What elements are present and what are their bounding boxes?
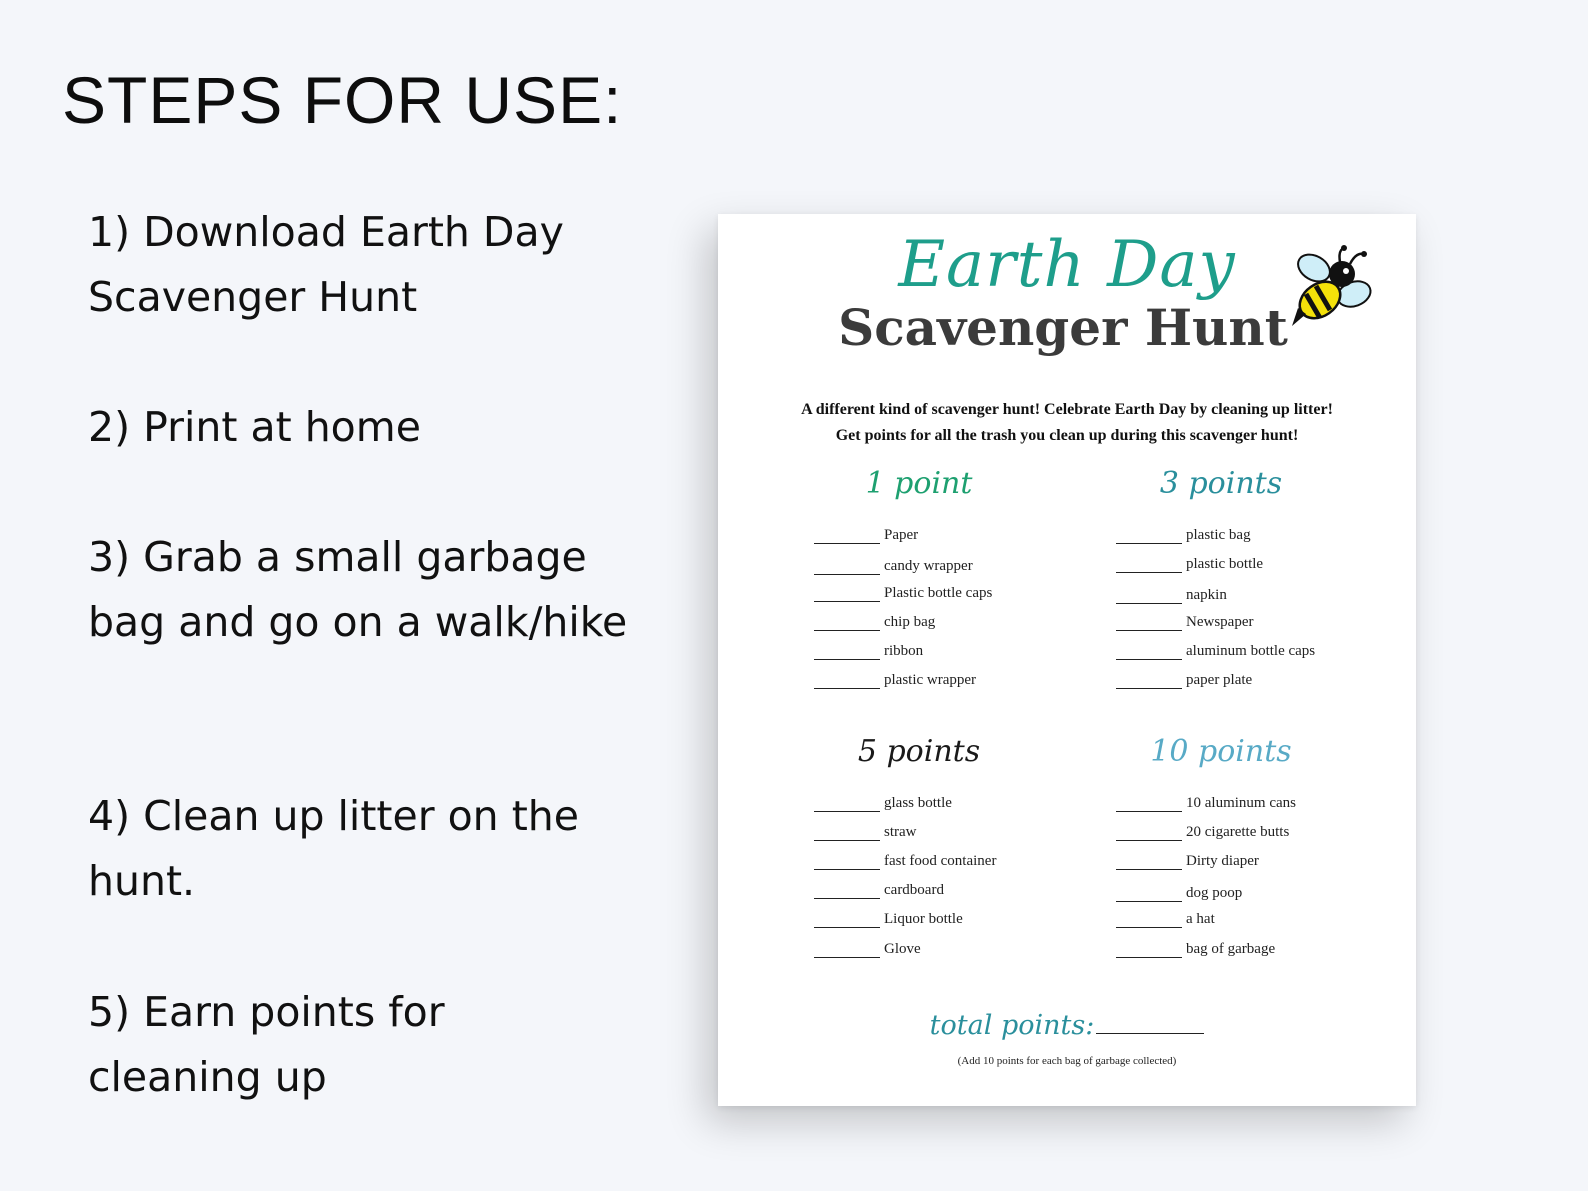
step-5: 5) Earn points for cleaning up (88, 988, 445, 1101)
list-item: plastic bag (1116, 522, 1251, 544)
step-2: 2) Print at home (88, 403, 421, 451)
list-item: a hat (1116, 906, 1215, 928)
answer-blank (814, 558, 880, 575)
list-item: aluminum bottle caps (1116, 638, 1315, 660)
list-item: ribbon (814, 638, 923, 660)
page-title: STEPS FOR USE: (62, 63, 623, 137)
answer-blank (814, 882, 880, 899)
list-item: Dirty diaper (1116, 848, 1259, 870)
list-item: Newspaper (1116, 609, 1253, 631)
scavenger-hunt-sheet (718, 214, 1416, 1106)
total-points (718, 1010, 1416, 1041)
answer-blank (1116, 614, 1182, 631)
answer-blank (1116, 643, 1182, 660)
total-points-blank (1096, 1013, 1204, 1034)
step-1: 1) Download Earth Day Scavenger Hunt (88, 208, 564, 321)
answer-blank (814, 614, 880, 631)
answer-blank (814, 643, 880, 660)
list-item: dog poop (1116, 880, 1242, 902)
answer-blank (1116, 885, 1182, 902)
answer-blank (1116, 527, 1182, 544)
answer-blank (814, 672, 880, 689)
list-item: cardboard (814, 877, 944, 899)
bee-icon (1284, 244, 1380, 340)
intro-line-1: A different kind of scavenger hunt! Celebrate Earth Day by cleaning up litter! (801, 401, 1333, 418)
step-4: 4) Clean up litter on the hunt. (88, 792, 579, 905)
list-item: Paper (814, 522, 918, 544)
list-item: napkin (1116, 582, 1227, 604)
sheet-intro (718, 397, 1416, 449)
section-heading: 3 points (1159, 466, 1283, 501)
answer-blank (1116, 556, 1182, 573)
list-item: plastic wrapper (814, 667, 976, 689)
list-item: chip bag (814, 609, 935, 631)
list-item: straw (814, 819, 917, 841)
answer-blank (1116, 941, 1182, 958)
section-heading: 1 point (865, 466, 973, 501)
section-heading: 5 points (857, 734, 981, 769)
total-points-note: (Add 10 points for each bag of garbage collected) (957, 1055, 1177, 1067)
answer-blank (814, 824, 880, 841)
list-item: Glove (814, 936, 921, 958)
answer-blank (1116, 824, 1182, 841)
list-item: glass bottle (814, 790, 952, 812)
list-item: Plastic bottle caps (814, 580, 992, 602)
sheet-title-script: Earth Day (898, 228, 1236, 302)
list-item: plastic bottle (1116, 551, 1263, 573)
answer-blank (814, 585, 880, 602)
answer-blank (814, 941, 880, 958)
list-item: candy wrapper (814, 553, 973, 575)
answer-blank (814, 527, 880, 544)
step-3: 3) Grab a small garbage bag and go on a walk/hike (88, 533, 628, 646)
answer-blank (814, 795, 880, 812)
list-item: fast food container (814, 848, 996, 870)
intro-line-2: Get points for all the trash you clean up during this scavenger hunt! (835, 427, 1299, 444)
answer-blank (1116, 672, 1182, 689)
list-item: Liquor bottle (814, 906, 963, 928)
answer-blank (814, 853, 880, 870)
sheet-title-main: Scavenger Hunt (838, 298, 1288, 357)
list-item: 10 aluminum cans (1116, 790, 1296, 812)
answer-blank (1116, 911, 1182, 928)
section-heading: 10 points (1150, 734, 1292, 769)
answer-blank (1116, 795, 1182, 812)
list-item: bag of garbage (1116, 936, 1275, 958)
total-points-label: total points: (929, 1010, 1095, 1041)
list-item: 20 cigarette butts (1116, 819, 1289, 841)
answer-blank (1116, 587, 1182, 604)
answer-blank (1116, 853, 1182, 870)
answer-blank (814, 911, 880, 928)
list-item: paper plate (1116, 667, 1252, 689)
